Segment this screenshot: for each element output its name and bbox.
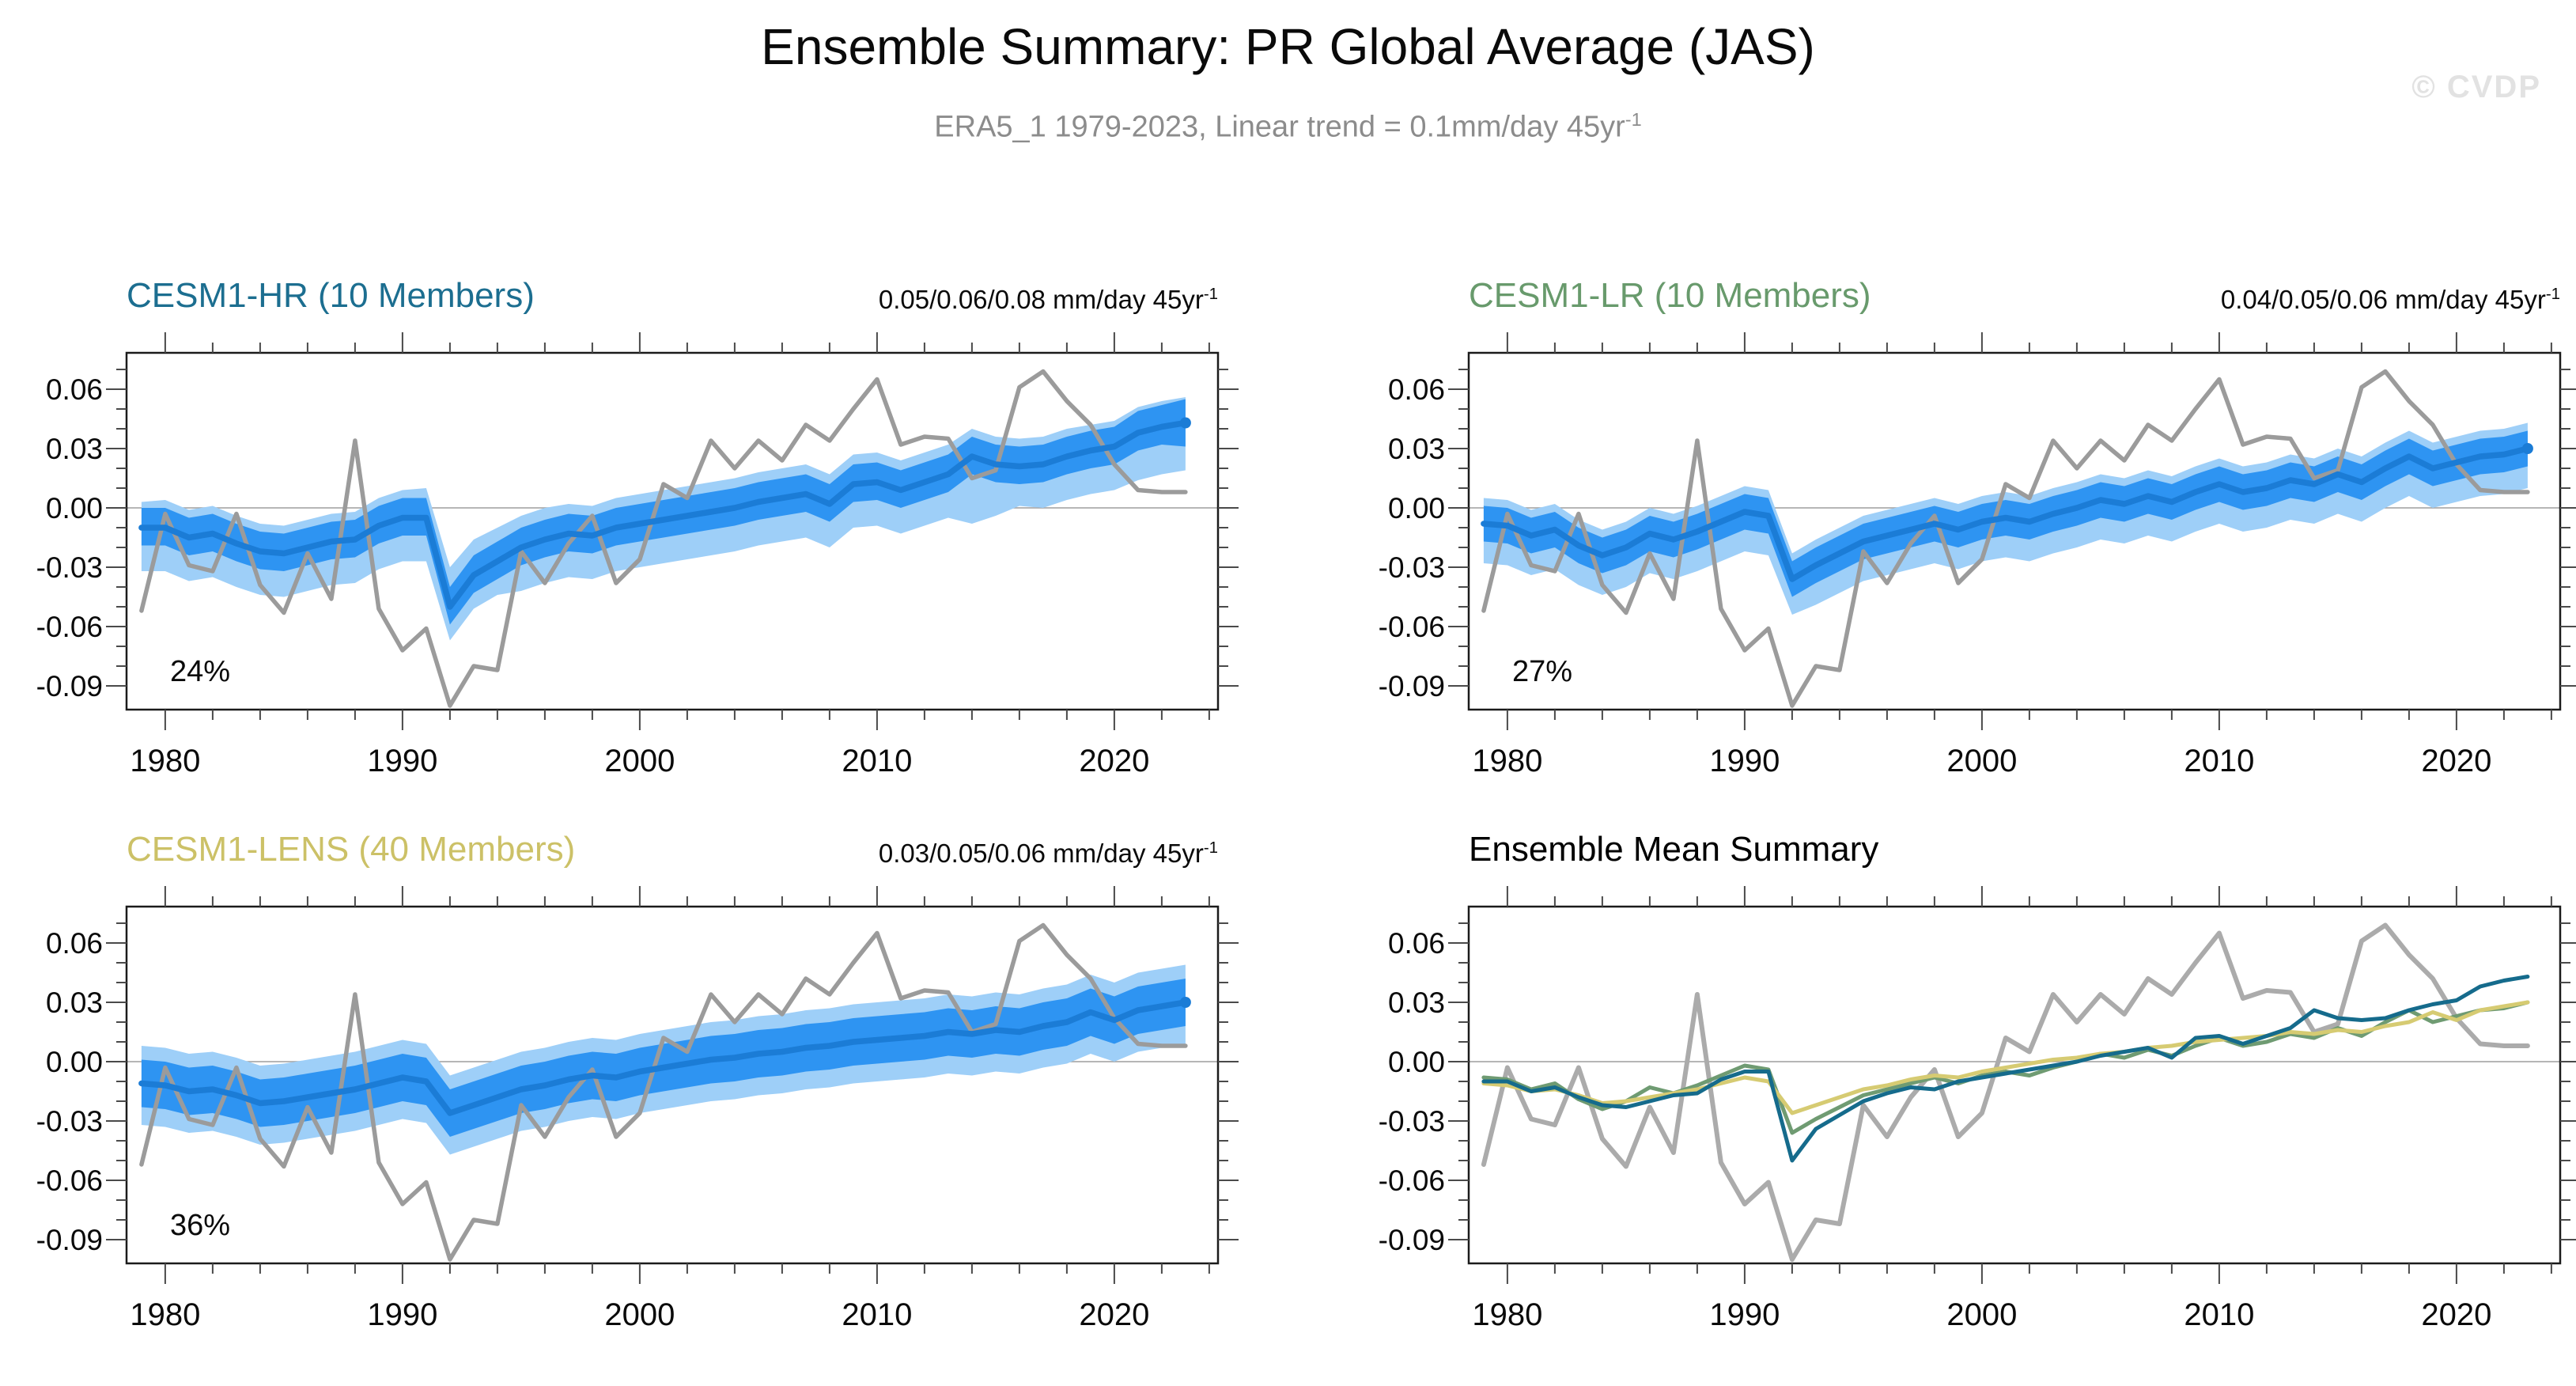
x-axis-tick-label: 2020 (1079, 1297, 1150, 1332)
y-axis-tick-label: 0.00 (1387, 492, 1445, 524)
y-axis-tick-label: -0.06 (1378, 611, 1445, 643)
plot-frame (1469, 907, 2560, 1263)
page-subtitle-superscript: -1 (1625, 109, 1642, 130)
y-axis-tick-label: 0.00 (45, 492, 103, 524)
y-axis-tick-label: 0.06 (1387, 373, 1445, 406)
trend-superscript: -1 (1203, 839, 1218, 857)
x-axis-tick-label: 2010 (2184, 744, 2255, 778)
y-axis-tick-label: 0.00 (1387, 1046, 1445, 1078)
x-axis-tick-label: 1980 (1472, 744, 1543, 778)
y-axis-tick-label: 0.03 (45, 986, 103, 1019)
page-title: Ensemble Summary: PR Global Average (JAS) (761, 18, 1815, 75)
x-axis-tick-label: 1980 (130, 1297, 201, 1332)
trend-superscript: -1 (2545, 285, 2560, 303)
trend-superscript: -1 (1203, 285, 1218, 303)
y-axis-tick-label: -0.06 (36, 1164, 103, 1197)
y-axis-tick-label: 0.06 (1387, 927, 1445, 960)
agreement-percentage-cesm1-hr: 24% (170, 655, 231, 688)
x-axis-tick-label: 2000 (604, 1297, 675, 1332)
y-axis-tick-label: 0.06 (45, 927, 103, 960)
x-axis-tick-label: 2010 (2184, 1297, 2255, 1332)
cvdp-watermark: © CVDP (2411, 70, 2541, 104)
panel-title-cesm1-hr: CESM1-HR (10 Members) (127, 276, 535, 315)
series-end-marker (2522, 443, 2533, 454)
x-axis-tick-label: 1980 (1472, 1297, 1543, 1332)
y-axis-tick-label: -0.06 (36, 611, 103, 643)
x-axis-tick-label: 2000 (1946, 744, 2018, 778)
y-axis-tick-label: -0.09 (36, 1224, 103, 1256)
x-axis-tick-label: 2020 (2421, 1297, 2492, 1332)
x-axis-tick-label: 1980 (130, 744, 201, 778)
y-axis-tick-label: 0.00 (45, 1046, 103, 1078)
trend-text: 0.04/0.05/0.06 mm/day 45yr (2220, 285, 2546, 314)
panel-title-cesm1-lr: CESM1-LR (10 Members) (1469, 276, 1871, 315)
x-axis-tick-label: 2010 (842, 744, 913, 778)
y-axis-tick-label: 0.06 (45, 373, 103, 406)
y-axis-tick-label: -0.03 (36, 1105, 103, 1138)
y-axis-tick-label: -0.09 (1378, 670, 1445, 702)
y-axis-tick-label: -0.03 (1378, 1105, 1445, 1138)
x-axis-tick-label: 1990 (1709, 1297, 1780, 1332)
x-axis-tick-label: 2010 (842, 1297, 913, 1332)
y-axis-tick-label: -0.09 (36, 670, 103, 702)
panel-title-ensemble-mean-summary: Ensemble Mean Summary (1469, 830, 1879, 869)
y-axis-tick-label: 0.03 (45, 433, 103, 465)
page-subtitle-text: ERA5_1 1979-2023, Linear trend = 0.1mm/day 45yr (934, 110, 1625, 144)
y-axis-tick-label: 0.03 (1387, 986, 1445, 1019)
y-axis-tick-label: -0.03 (1378, 551, 1445, 584)
y-axis-tick-label: -0.09 (1378, 1224, 1445, 1256)
x-axis-tick-label: 1990 (367, 744, 438, 778)
x-axis-tick-label: 1990 (367, 1297, 438, 1332)
y-axis-tick-label: -0.06 (1378, 1164, 1445, 1197)
x-axis-tick-label: 2020 (2421, 744, 2492, 778)
axis-ticks (1448, 886, 2576, 1284)
series-end-marker (1180, 418, 1191, 429)
agreement-percentage-cesm1-lr: 27% (1512, 655, 1573, 688)
panel-title-cesm1-lens: CESM1-LENS (40 Members) (127, 830, 576, 869)
x-axis-tick-label: 2000 (1946, 1297, 2018, 1332)
trend-text: 0.03/0.05/0.06 mm/day 45yr (878, 839, 1204, 868)
series-end-marker (1180, 997, 1191, 1008)
x-axis-tick-label: 2000 (604, 744, 675, 778)
y-axis-tick-label: 0.03 (1387, 433, 1445, 465)
y-axis-tick-label: -0.03 (36, 551, 103, 584)
agreement-percentage-cesm1-lens: 36% (170, 1209, 231, 1242)
trend-text: 0.05/0.06/0.08 mm/day 45yr (878, 285, 1204, 314)
x-axis-tick-label: 1990 (1709, 744, 1780, 778)
x-axis-tick-label: 2020 (1079, 744, 1150, 778)
